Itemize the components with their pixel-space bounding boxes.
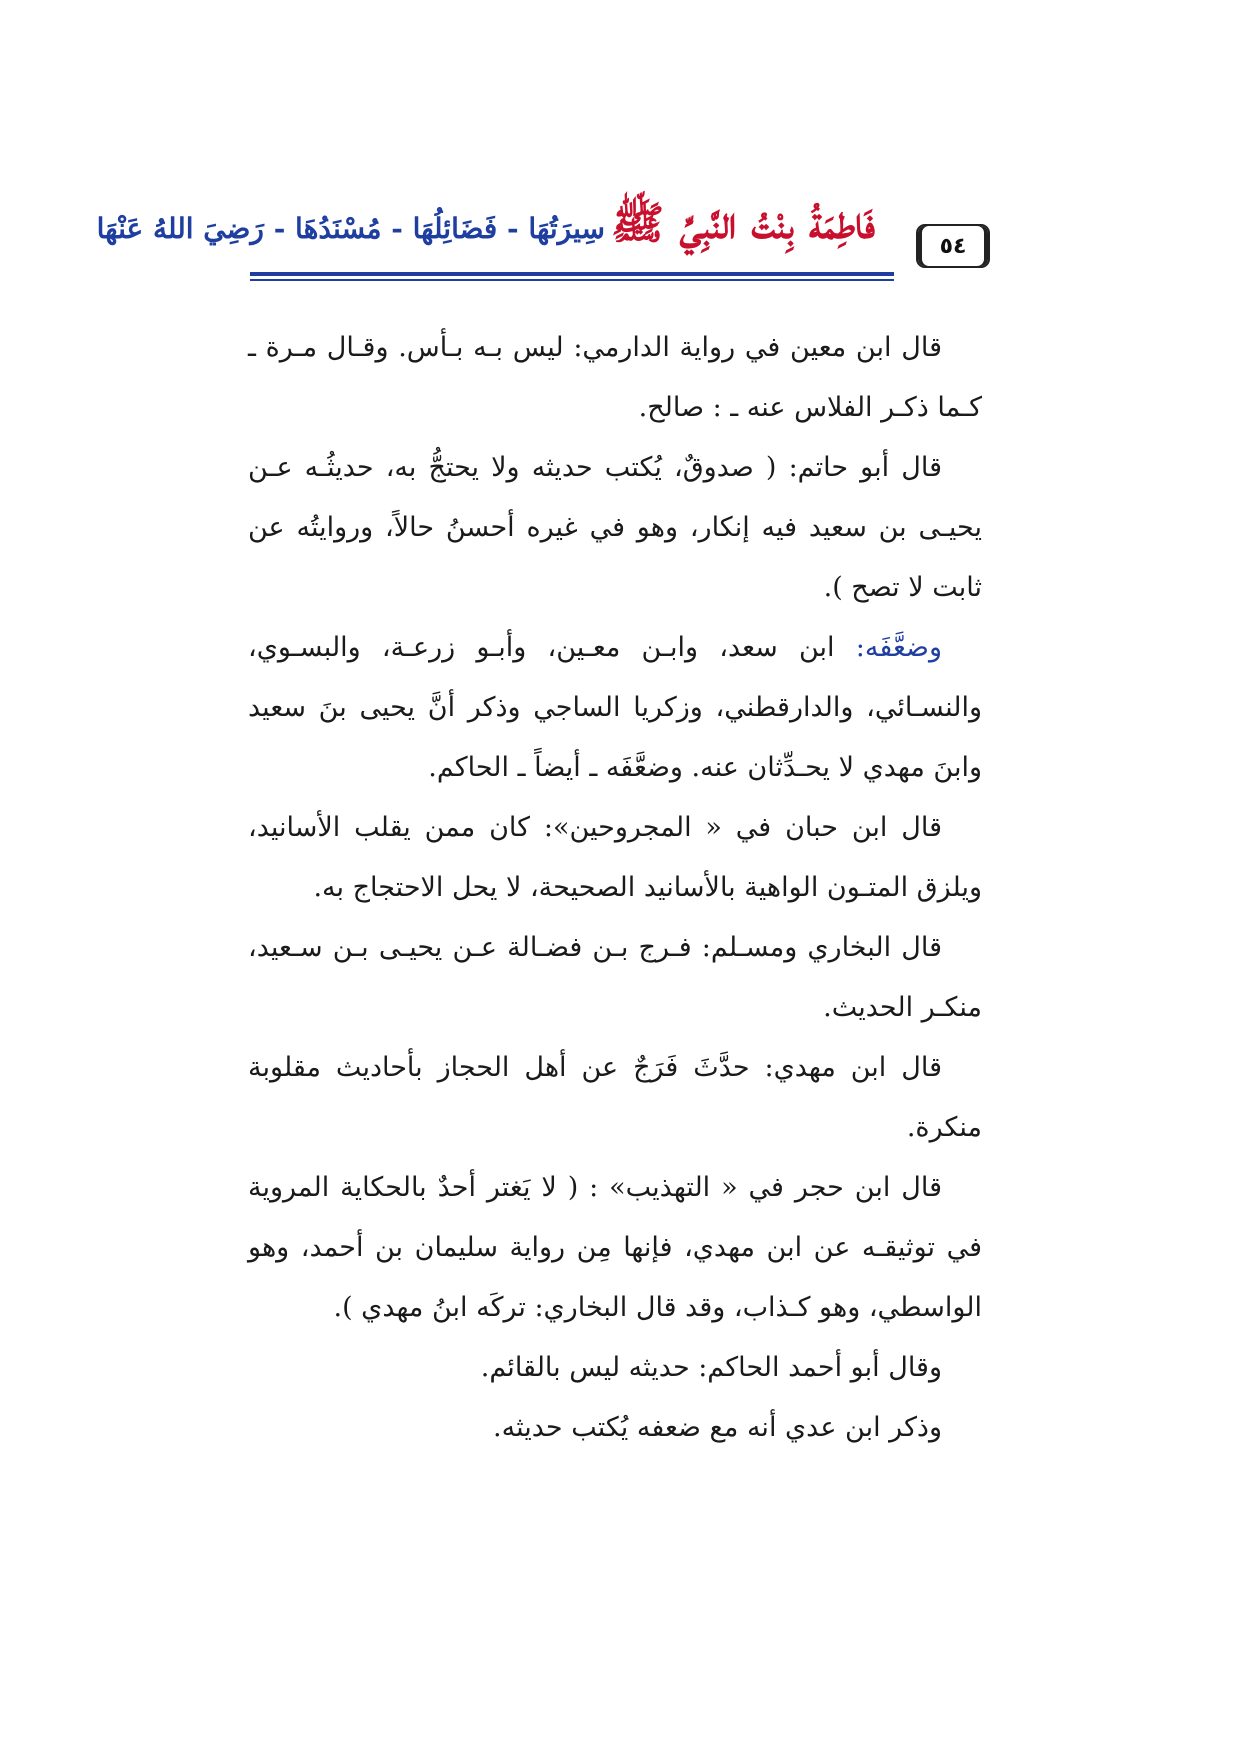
weakened-by-label: وضعَّفَه:	[855, 632, 942, 663]
paragraph-ibn-adi: وذكر ابن عدي أنه مع ضعفه يُكتب حديثه.	[493, 1412, 942, 1443]
page-header	[96, 198, 990, 288]
book-title-subtitle: سِيرَتُهَا - فَضَائِلُهَا - مُسْنَدُهَا - رَضِيَ اللهُ عَنْهَا	[96, 212, 605, 245]
paragraph-bukhari-muslim: قال البخاري ومسـلم: فـرج بـن فضـالة عـن يحيـى بـن سـعيد، منكـر الحديث.	[248, 932, 982, 1023]
weakened-by-text: ابن سعد، وابـن معـين، وأبـو زرعـة، والبسـوي، والنسـائي، والدارقطني، وزكريا الساجي وذكر أنَّ يحيى بنَ سعيد وابنَ مهدي لا يحـدِّثان عنه. وضعَّفَه ـ أيضاً ـ الحاكم.	[248, 632, 982, 783]
paragraph-abu-hatim: قال أبو حاتم: ( صدوقٌ، يُكتب حديثه ولا يحتجُّ به، حديثُـه عـن يحيـى بن سعيد فيه إنكار، وهو في غيره أحسنُ حالاً، وروايتُه عن ثابت لا تصح ).	[248, 452, 982, 603]
page-body	[248, 318, 982, 1458]
header-divider	[250, 272, 894, 276]
paragraph-abu-ahmad-hakim: وقال أبو أحمد الحاكم: حديثه ليس بالقائم.	[480, 1352, 942, 1383]
paragraph-weakened-by	[248, 618, 982, 798]
paragraph-ibn-mahdi: قال ابن مهدي: حدَّثَ فَرَجٌ عن أهل الحجاز بأحاديث مقلوبة منكرة.	[248, 1052, 982, 1143]
paragraph-ibn-hibban: قال ابن حبان في « المجروحين»: كان ممن يقلب الأسانيد، ويلزق المتـون الواهية بالأسانيد الصحيحة، لا يحل الاحتجاج به.	[248, 812, 982, 903]
book-title	[96, 198, 875, 249]
paragraph-ibn-maeen: قال ابن معين في رواية الدارمي: ليس بـه بـأس. وقـال مـرة ـ كـما ذكـر الفلاس عنه ـ : صالح.	[248, 332, 982, 423]
header-divider-thin	[250, 279, 894, 281]
page-number: ٥٤	[916, 224, 990, 268]
book-title-main: فَاطِمَةُ بِنْتُ النَّبِيِّ ﷺ	[611, 198, 875, 249]
paragraph-ibn-hajar: قال ابن حجر في « التهذيب» : ( لا يَغتر أحدٌ بالحكاية المروية في توثيقـه عن ابن مهدي، فإنها مِن رواية سليمان بن أحمد، وهو الواسطي، وهو كـذاب، وقد قال البخاري: تركَه ابنُ مهدي ).	[248, 1172, 982, 1323]
